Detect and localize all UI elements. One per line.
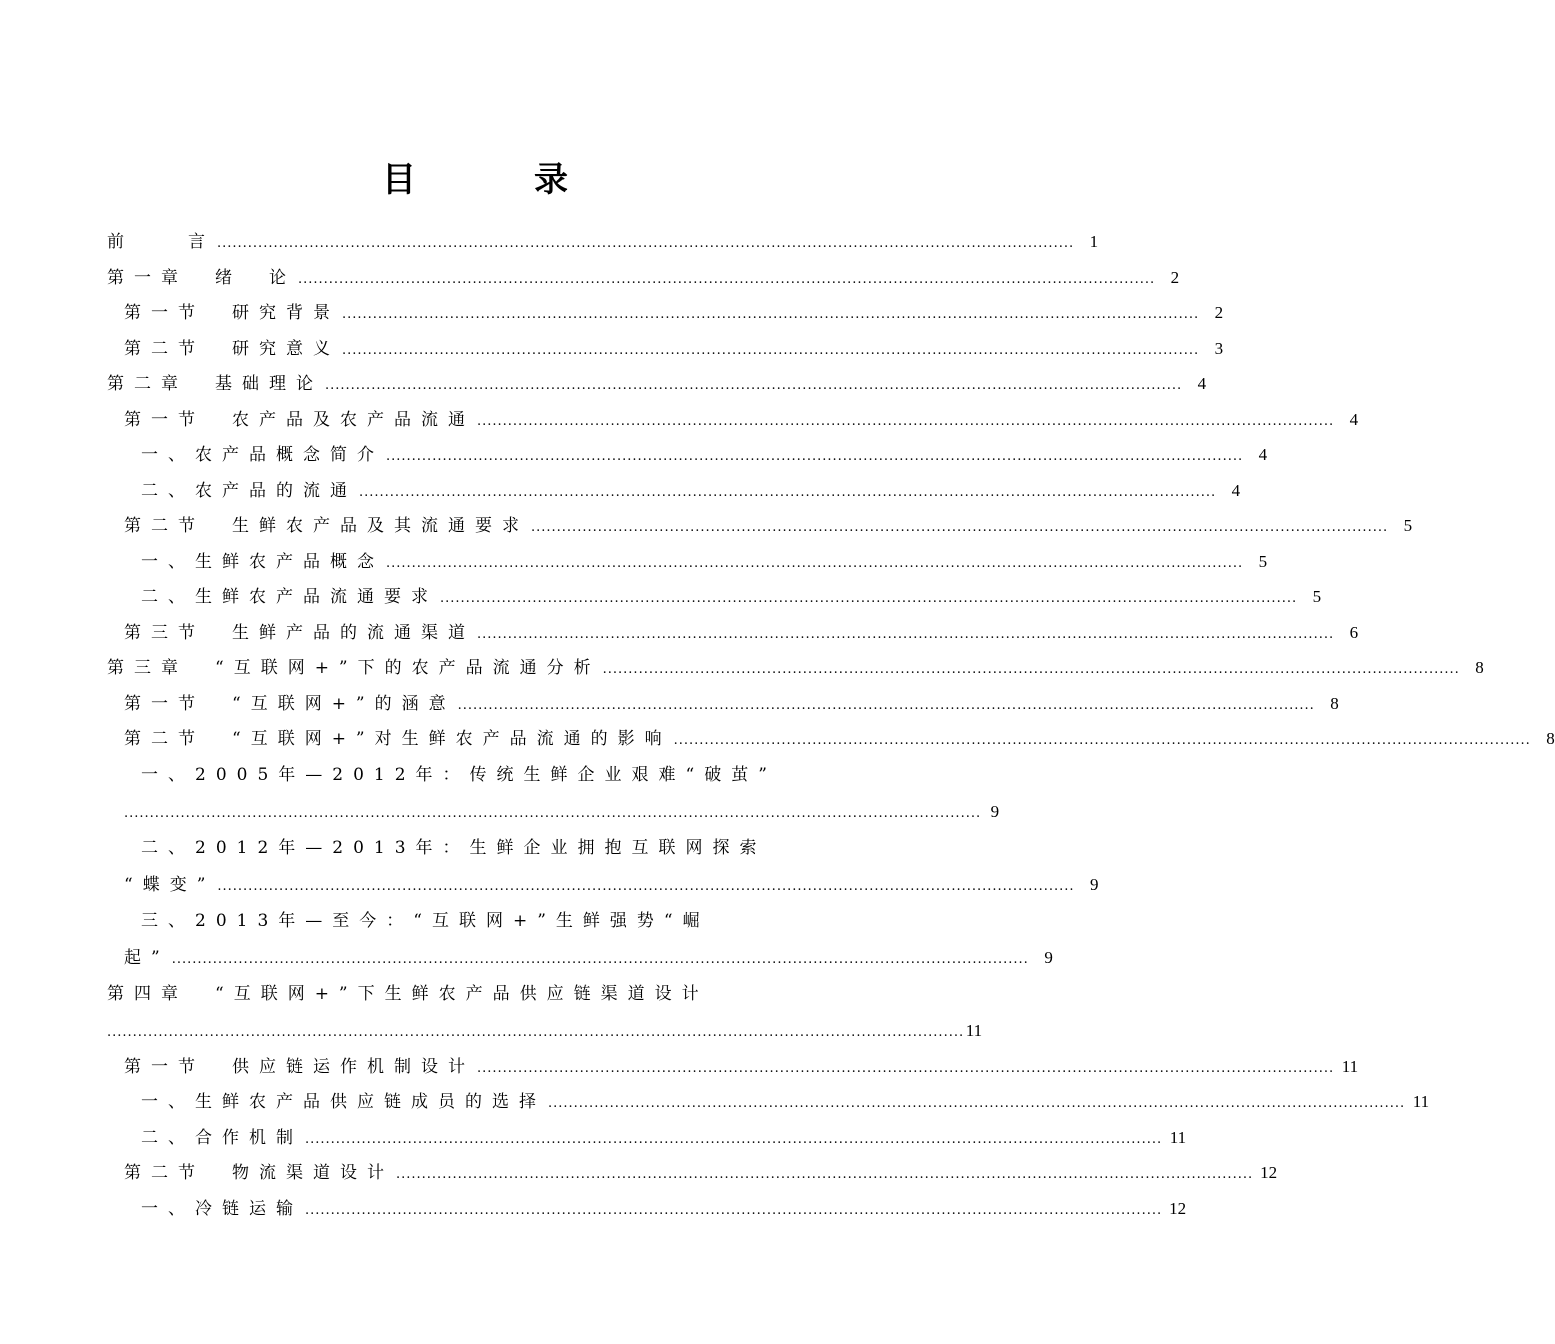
toc-entry-page: 11 bbox=[965, 1020, 983, 1040]
toc-entry-page: 3 bbox=[1214, 338, 1224, 358]
toc-entry[interactable] bbox=[107, 402, 1359, 438]
toc-leader-dots: ....................................................................................................................................................................... bbox=[217, 878, 1075, 894]
toc-entry-page: 5 bbox=[1403, 516, 1413, 535]
toc-entry-label: 第二节 物流渠道设计 bbox=[124, 1163, 394, 1183]
toc-leader-dots: ....................................................................................................................................................................... bbox=[171, 951, 1029, 967]
toc-leader-dots: ....................................................................................................................................................................... bbox=[477, 626, 1335, 642]
toc-entry-label: 第二章 基础理论 bbox=[107, 374, 323, 394]
toc-leader-dots: ....................................................................................................................................................................... bbox=[359, 484, 1217, 500]
toc-entry-page: 4 bbox=[1197, 374, 1207, 393]
toc-leader-dots: ....................................................................................................................................................................... bbox=[342, 307, 1200, 322]
toc-entry-page: 8 bbox=[1475, 658, 1484, 677]
toc-leader-dots: ....................................................................................................................................................................... bbox=[531, 520, 1389, 535]
toc-entry-label: 二、合作机制 bbox=[141, 1127, 303, 1148]
toc-leader-dots: ....................................................................................................................................................................... bbox=[477, 413, 1335, 429]
toc-entry-page: 9 bbox=[990, 801, 1000, 821]
toc-entry-label: 第一节 “互联网+”的涵意 bbox=[124, 693, 456, 714]
toc-entry-page: 5 bbox=[1312, 587, 1322, 606]
toc-leader-dots: ....................................................................................................................................................................... bbox=[386, 449, 1244, 464]
toc-entry[interactable] bbox=[107, 295, 1224, 331]
toc-entry-page: 2 bbox=[1170, 267, 1180, 287]
toc-entry-label: 第一节 供应链运作机制设计 bbox=[124, 1056, 475, 1077]
toc-entry-label: 一、生鲜农产品供应链成员的选择 bbox=[141, 1092, 546, 1112]
toc-entry-page: 4 bbox=[1231, 480, 1241, 500]
toc-entry-label: 第一章 绪 论 bbox=[107, 267, 296, 288]
toc-entry-wrapped-line[interactable] bbox=[107, 976, 841, 1012]
toc-entry-wrapped-line[interactable] bbox=[107, 903, 841, 939]
toc-leader-dots: ....................................................................................................................................................................... bbox=[673, 733, 1531, 748]
toc-leader-dots: ....................................................................................................................................................................... bbox=[457, 697, 1315, 713]
toc-entry-label: 一、农产品概念简介 bbox=[141, 445, 384, 465]
toc-leader-dots: ....................................................................................................................................................................... bbox=[305, 1202, 1163, 1218]
toc-entry[interactable] bbox=[107, 224, 1099, 260]
toc-entry-wrapped-line[interactable] bbox=[107, 830, 841, 866]
toc-leader-dots: ....................................................................................................................................................................... bbox=[342, 342, 1200, 358]
toc-leader-dots: ....................................................................................................................................................................... bbox=[396, 1167, 1254, 1182]
toc-entry-page: 8 bbox=[1330, 693, 1339, 713]
toc-entry-label: 三、2013年—至今：“互联网+”生鲜强势“崛 bbox=[141, 910, 710, 931]
toc-entry-continuation[interactable] bbox=[107, 793, 1000, 830]
toc-entry-label: 第一节 研究背景 bbox=[124, 303, 340, 323]
toc-entry-page: 9 bbox=[1090, 874, 1099, 894]
toc-leader-dots: ....................................................................................................................................................................... bbox=[107, 1024, 965, 1040]
toc-entry-continuation[interactable] bbox=[107, 939, 1053, 976]
toc-entry[interactable] bbox=[107, 1191, 1187, 1227]
toc-entry-page: 4 bbox=[1349, 409, 1359, 429]
toc-entry-page: 12 bbox=[1260, 1163, 1278, 1182]
toc-entry-continuation[interactable] bbox=[107, 866, 1099, 903]
toc-entry-page: 6 bbox=[1349, 622, 1359, 642]
toc-leader-dots: ....................................................................................................................................................................... bbox=[386, 555, 1244, 571]
toc-entry[interactable] bbox=[107, 650, 1484, 686]
toc-entry-label: 第四章 “互联网+”下生鲜农产品供应链渠道设计 bbox=[107, 983, 709, 1004]
toc-entry-label-continued: “蝶变” bbox=[124, 874, 216, 895]
toc-entry-label: 第二节 “互联网+”对生鲜农产品流通的影响 bbox=[124, 729, 672, 749]
toc-entry-label: 二、生鲜农产品流通要求 bbox=[141, 587, 438, 607]
toc-entry-label: 第三节 生鲜产品的流通渠道 bbox=[124, 622, 475, 643]
toc-entry-label: 一、冷链运输 bbox=[141, 1198, 303, 1219]
toc-entry[interactable] bbox=[107, 473, 1241, 509]
toc-entry[interactable] bbox=[107, 437, 1268, 473]
toc-leader-dots: ....................................................................................................................................................................... bbox=[124, 805, 982, 821]
toc-entry-label: 一、2005年—2012年：传统生鲜企业艰难“破茧” bbox=[141, 764, 777, 785]
toc-leader-dots: ....................................................................................................................................................................... bbox=[548, 1096, 1406, 1111]
toc-entry-page: 1 bbox=[1089, 232, 1099, 251]
toc-entry[interactable] bbox=[107, 579, 1322, 615]
toc-entry[interactable] bbox=[107, 544, 1268, 580]
toc-entry[interactable] bbox=[107, 366, 1207, 402]
toc-leader-dots: ....................................................................................................................................................................... bbox=[305, 1131, 1163, 1147]
toc-entry-page: 11 bbox=[1169, 1127, 1187, 1147]
toc-entry[interactable] bbox=[107, 331, 1224, 367]
toc-entry-label: 第三章 “互联网+”下的农产品流通分析 bbox=[107, 658, 601, 678]
toc-entry[interactable] bbox=[107, 1120, 1187, 1156]
toc-leader-dots: ....................................................................................................................................................................... bbox=[298, 271, 1156, 287]
toc-entry[interactable] bbox=[107, 615, 1359, 651]
toc-entry-label-continued: 起” bbox=[124, 947, 170, 968]
toc-entry[interactable] bbox=[107, 260, 1180, 296]
toc-leader-dots: ....................................................................................................................................................................... bbox=[440, 591, 1298, 606]
table-of-contents bbox=[107, 224, 1555, 1226]
toc-leader-dots: ....................................................................................................................................................................... bbox=[325, 378, 1183, 393]
toc-entry[interactable] bbox=[107, 721, 1555, 757]
toc-entry-label: 一、生鲜农产品概念 bbox=[141, 551, 384, 572]
toc-entry-page: 2 bbox=[1214, 303, 1224, 322]
toc-leader-dots: ....................................................................................................................................................................... bbox=[217, 236, 1075, 251]
toc-entry-continuation[interactable] bbox=[107, 1012, 983, 1049]
toc-entry-label: 第一节 农产品及农产品流通 bbox=[124, 409, 475, 430]
toc-entry-label: 二、农产品的流通 bbox=[141, 480, 357, 501]
toc-entry[interactable] bbox=[107, 1049, 1359, 1085]
toc-entry-page: 5 bbox=[1258, 551, 1268, 571]
toc-entry-page: 11 bbox=[1412, 1092, 1430, 1111]
toc-entry-label: 第二节 生鲜农产品及其流通要求 bbox=[124, 516, 529, 536]
toc-entry[interactable] bbox=[107, 1084, 1430, 1120]
page-title: 目 录 bbox=[382, 160, 610, 200]
toc-leader-dots: ....................................................................................................................................................................... bbox=[602, 662, 1460, 677]
toc-entry-label: 第二节 研究意义 bbox=[124, 338, 340, 359]
toc-entry-page: 12 bbox=[1169, 1198, 1187, 1218]
toc-entry-wrapped-line[interactable] bbox=[107, 757, 841, 793]
toc-entry-label: 前 言 bbox=[107, 232, 215, 252]
toc-entry[interactable] bbox=[107, 1155, 1278, 1191]
toc-entry-page: 9 bbox=[1044, 947, 1053, 967]
toc-entry-page: 4 bbox=[1258, 445, 1268, 464]
toc-entry[interactable] bbox=[107, 508, 1413, 544]
toc-entry-page: 11 bbox=[1341, 1056, 1359, 1076]
toc-entry-page: 8 bbox=[1546, 729, 1555, 748]
toc-leader-dots: ....................................................................................................................................................................... bbox=[477, 1060, 1335, 1076]
toc-entry[interactable] bbox=[107, 686, 1339, 722]
toc-entry-label: 二、2012年—2013年：生鲜企业拥抱互联网探索 bbox=[141, 837, 767, 858]
